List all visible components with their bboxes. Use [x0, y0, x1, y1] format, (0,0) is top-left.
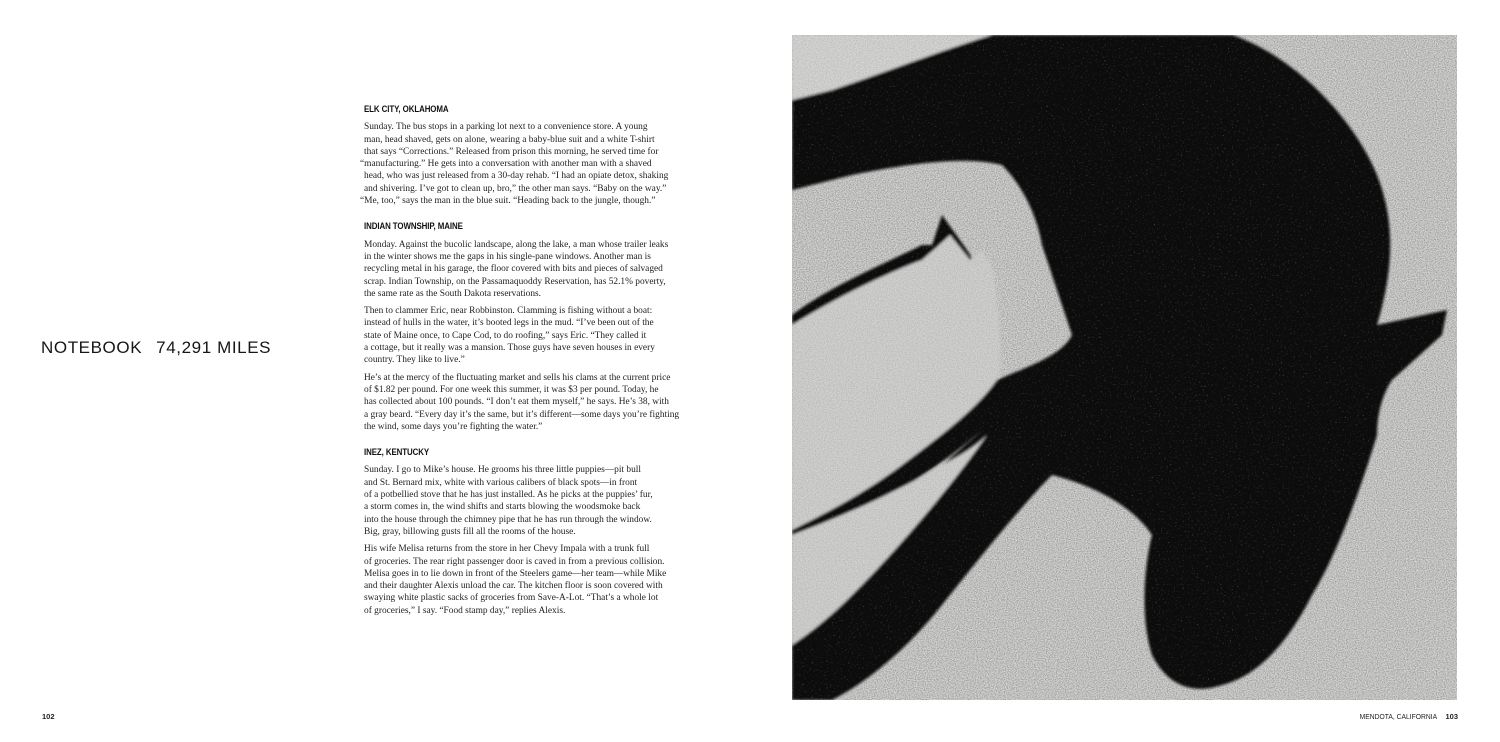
notebook-text-column: [360, 103, 694, 630]
section-distance: 74,291 MILES: [156, 338, 272, 357]
text-line: a gray beard. “Every day it’s the same, but it’s different—some days you’re fighting: [364, 409, 680, 420]
text-line: Then to clammer Eric, near Robbinston. Clamming is fishing without a boat:: [364, 306, 653, 317]
text-line: the wind, some days you’re fighting the water.”: [364, 421, 543, 432]
text-line: of $1.82 per pound. For one week this summer, it was $3 per pound. Today, he: [364, 384, 659, 395]
text-line: “Me, too,” says the man in the blue suit. “Heading back to the jungle, though.”: [360, 196, 656, 207]
text-line: has collected about 100 pounds. “I don’t eat them myself,” he says. He’s 38, with: [364, 397, 669, 408]
entry-paragraph: [364, 372, 694, 433]
text-line: into the house through the chimney pipe that he has run through the window.: [364, 514, 652, 525]
text-line: “manufacturing.” He gets into a conversation with another man with a shaved: [360, 159, 652, 170]
entry-heading: INEZ, KENTUCKY: [364, 447, 430, 458]
entry-paragraph: [364, 543, 694, 617]
text-line: state of Maine once, to Cape Cod, to do roofing,” says Eric. “They called it: [364, 330, 647, 341]
text-line: instead of hulls in the water, it’s booted legs in the mud. “I’ve been out of the: [364, 318, 654, 329]
page-number-left: 102: [42, 712, 55, 721]
text-line: swaying white plastic sacks of groceries from Save-A-Lot. “That’s a whole lot: [364, 593, 659, 604]
text-line: Sunday. The bus stops in a parking lot next to a convenience store. A young: [364, 122, 648, 133]
entry-heading: INDIAN TOWNSHIP, MAINE: [364, 221, 463, 232]
text-line: Big, gray, billowing gusts fill all the rooms of the house.: [364, 526, 576, 537]
text-line: a storm comes in, the wind shifts and starts blowing the woodsmoke back: [364, 502, 641, 513]
section-title: [41, 338, 271, 358]
text-line: Monday. Against the bucolic landscape, along the lake, a man whose trailer leaks: [364, 239, 669, 250]
text-line: a cottage, but it really was a mansion. Those guys have seven houses in every: [364, 343, 655, 354]
text-line: His wife Melisa returns from the store in her Chevy Impala with a trunk full: [364, 544, 650, 555]
section-title-label: NOTEBOOK: [41, 338, 143, 357]
shadow-on-dirt-image: [792, 35, 1457, 700]
text-line: man, head shaved, gets on alone, wearing a baby-blue suit and a white T-shirt: [364, 134, 655, 145]
entry-paragraph: [360, 121, 694, 207]
text-line: recycling metal in his garage, the floor covered with bits and pieces of salvaged: [364, 264, 663, 275]
shadow-photo: [792, 35, 1457, 700]
photo-caption: MENDOTA, CALIFORNIA: [1359, 712, 1437, 721]
text-line: of groceries,” I say. “Food stamp day,” replies Alexis.: [364, 605, 566, 616]
text-line: and their daughter Alexis unload the car. The kitchen floor is soon covered with: [364, 581, 663, 592]
text-line: the same rate as the South Dakota reservations.: [364, 288, 542, 299]
page-number-right: 103: [1445, 712, 1458, 721]
text-line: Melisa goes in to lie down in front of the Steelers game—her team—while Mike: [364, 568, 667, 579]
notebook-entry-elk-city: [360, 103, 694, 207]
entry-paragraph: [364, 239, 694, 300]
entry-heading: ELK CITY, OKLAHOMA: [364, 104, 449, 114]
text-line: in the winter shows me the gaps in his single-pane windows. Another man is: [364, 251, 651, 262]
text-line: country. They like to live.”: [364, 355, 465, 366]
text-line: and St. Bernard mix, white with various calibers of black spots—in front: [364, 477, 638, 488]
entry-paragraph: [364, 464, 694, 538]
text-line: Sunday. I go to Mike’s house. He grooms his three little puppies—pit bull: [364, 465, 641, 476]
text-line: and shivering. I’ve got to clean up, bro,” the other man says. “Baby on the way.”: [364, 183, 667, 194]
text-line: of groceries. The rear right passenger door is caved in from a previous collision.: [364, 556, 665, 567]
text-line: head, who was just released from a 30-day rehab. “I had an opiate detox, shaking: [364, 171, 669, 182]
notebook-entry-indian-township: [364, 220, 694, 433]
entry-paragraph: [364, 305, 694, 366]
text-line: scrap. Indian Township, on the Passamaquoddy Reservation, has 52.1% poverty,: [364, 276, 666, 287]
notebook-entry-inez: [364, 446, 694, 617]
text-line: that says “Corrections.” Released from prison this morning, he served time for: [364, 146, 659, 157]
text-line: of a potbellied stove that he has just installed. As he picks at the puppies’ fur,: [364, 490, 653, 501]
text-line: He’s at the mercy of the fluctuating market and sells his clams at the current price: [364, 372, 671, 383]
